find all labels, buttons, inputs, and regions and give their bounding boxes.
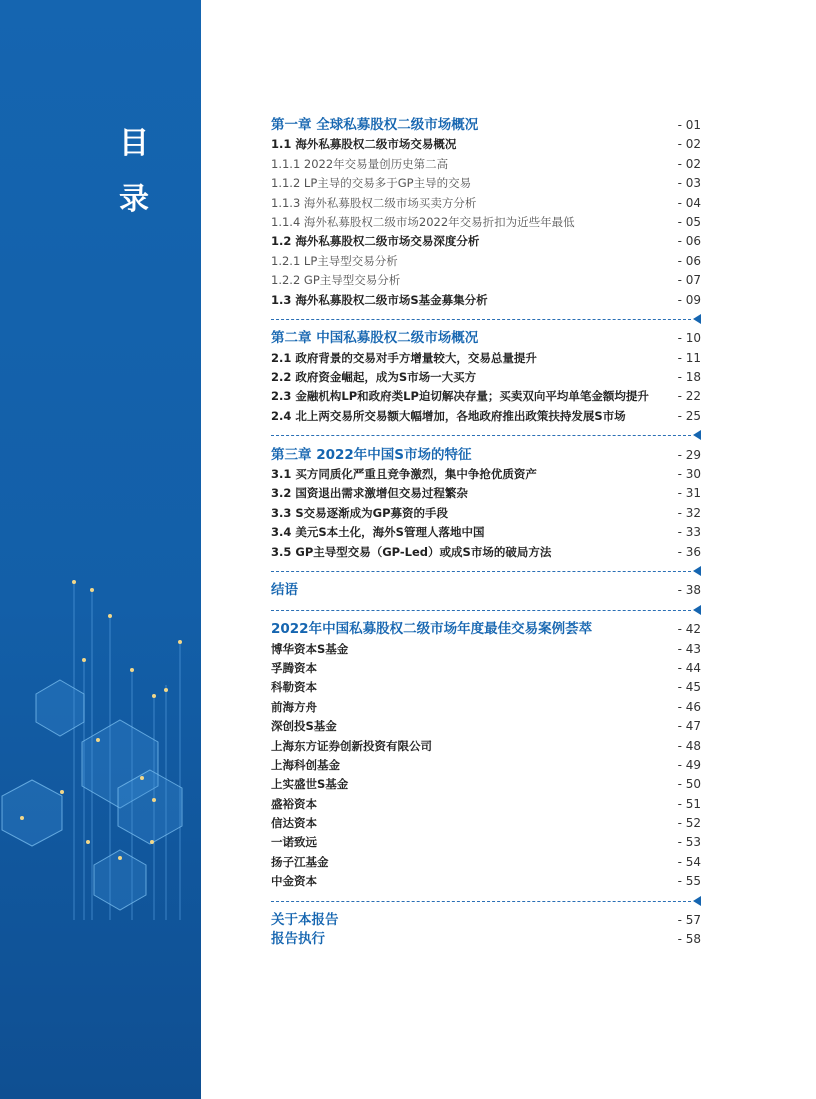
toc-case-item[interactable]: 盛裕资本 - 51 bbox=[271, 796, 701, 811]
section-divider bbox=[271, 426, 701, 445]
page-title bbox=[114, 116, 154, 228]
toc-subsection-1-1-4[interactable]: 1.1.4 海外私募股权二级市场2022年交易折扣为近些年最低 - 05 bbox=[271, 214, 701, 229]
toc-case-item[interactable]: 博华资本S基金 - 43 bbox=[271, 641, 701, 656]
toc-subsection-1-2-1[interactable]: 1.2.1 LP主导型交易分析 - 06 bbox=[271, 253, 701, 268]
toc-case-item[interactable]: 扬子江基金 - 54 bbox=[271, 854, 701, 869]
toc-case-item[interactable]: 中金资本 - 55 bbox=[271, 874, 701, 889]
toc-case-item[interactable]: 信达资本 - 52 bbox=[271, 816, 701, 831]
toc-section-3-3[interactable]: 3.3 S交易逐渐成为GP募资的手段 - 32 bbox=[271, 505, 701, 520]
toc-section-2-4[interactable]: 2.4 北上两交易所交易额大幅增加，各地政府推出政策扶持发展S市场 - 25 bbox=[271, 408, 701, 423]
toc-case-item[interactable]: 上实盛世S基金 - 50 bbox=[271, 777, 701, 792]
section-divider bbox=[271, 601, 701, 620]
toc-case-item[interactable]: 孚腾资本 - 44 bbox=[271, 660, 701, 675]
toc-section-3-1[interactable]: 3.1 买方同质化严重且竞争激烈，集中争抢优质资产 - 30 bbox=[271, 467, 701, 482]
toc-section-3-4[interactable]: 3.4 美元S本土化，海外S管理人落地中国 - 33 bbox=[271, 525, 701, 540]
toc-conclusion[interactable]: 结语 - 38 bbox=[271, 582, 701, 599]
arrow-left-icon bbox=[693, 314, 701, 324]
toc-section-1-2[interactable]: 1.2 海外私募股权二级市场交易深度分析 - 06 bbox=[271, 234, 701, 249]
title-char-1: 目 bbox=[119, 126, 149, 161]
section-divider bbox=[271, 562, 701, 581]
toc-report-execution[interactable]: 报告执行 - 58 bbox=[271, 931, 701, 948]
hexagon-network-decoration bbox=[0, 560, 201, 920]
toc-section-2-3[interactable]: 2.3 金融机构LP和政府类LP迫切解决存量；买卖双向平均单笔金额均提升 - 22 bbox=[271, 389, 701, 404]
section-divider bbox=[271, 892, 701, 911]
toc-about-report[interactable]: 关于本报告 - 57 bbox=[271, 912, 701, 929]
toc-section-3-2[interactable]: 3.2 国资退出需求激增但交易过程繁杂 - 31 bbox=[271, 486, 701, 501]
arrow-left-icon bbox=[693, 605, 701, 615]
toc-case-item[interactable]: 上海东方证券创新投资有限公司 - 48 bbox=[271, 738, 701, 753]
title-char-2: 录 bbox=[119, 182, 149, 217]
arrow-left-icon bbox=[693, 566, 701, 576]
toc-section-1-3[interactable]: 1.3 海外私募股权二级市场S基金募集分析 - 09 bbox=[271, 292, 701, 307]
toc-subsection-1-1-3[interactable]: 1.1.3 海外私募股权二级市场买卖方分析 - 04 bbox=[271, 195, 701, 210]
toc-case-item[interactable]: 上海科创基金 - 49 bbox=[271, 757, 701, 772]
toc-section-2-2[interactable]: 2.2 政府资金崛起，成为S市场一大买方 - 18 bbox=[271, 370, 701, 385]
toc-subsection-1-1-2[interactable]: 1.1.2 LP主导的交易多于GP主导的交易 - 03 bbox=[271, 176, 701, 191]
section-divider bbox=[271, 310, 701, 329]
toc-subsection-1-2-2[interactable]: 1.2.2 GP主导型交易分析 - 07 bbox=[271, 273, 701, 288]
toc-case-item[interactable]: 科勒资本 - 45 bbox=[271, 680, 701, 695]
toc-chapter-2[interactable]: 第二章 中国私募股权二级市场概况 - 10 bbox=[271, 330, 701, 347]
toc-case-item[interactable]: 深创投S基金 - 47 bbox=[271, 719, 701, 734]
toc-section-3-5[interactable]: 3.5 GP主导型交易（GP-Led）或成S市场的破局方法 - 36 bbox=[271, 544, 701, 559]
toc-case-item[interactable]: 一诺致远 - 53 bbox=[271, 835, 701, 850]
table-of-contents bbox=[271, 116, 701, 950]
toc-section-1-1[interactable]: 1.1 海外私募股权二级市场交易概况 - 02 bbox=[271, 137, 701, 152]
sidebar-panel bbox=[0, 0, 201, 1099]
toc-case-item[interactable]: 前海方舟 - 46 bbox=[271, 699, 701, 714]
toc-best-cases[interactable]: 2022年中国私募股权二级市场年度最佳交易案例荟萃 - 42 bbox=[271, 621, 701, 638]
toc-chapter-1[interactable]: 第一章 全球私募股权二级市场概况 - 01 bbox=[271, 117, 701, 133]
toc-section-2-1[interactable]: 2.1 政府背景的交易对手方增量较大，交易总量提升 - 11 bbox=[271, 350, 701, 365]
toc-subsection-1-1-1[interactable]: 1.1.1 2022年交易量创历史第二高 - 02 bbox=[271, 156, 701, 171]
arrow-left-icon bbox=[693, 896, 701, 906]
toc-chapter-3[interactable]: 第三章 2022年中国S市场的特征 - 29 bbox=[271, 446, 701, 463]
arrow-left-icon bbox=[693, 430, 701, 440]
